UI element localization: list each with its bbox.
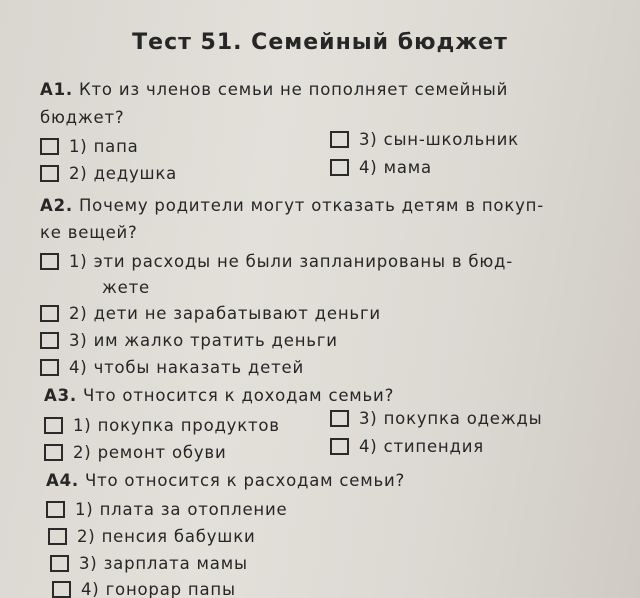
answer-checkbox[interactable] xyxy=(44,417,63,434)
answer-checkbox[interactable] xyxy=(40,359,59,376)
question-a3 xyxy=(44,386,394,405)
option-label: 2) пенсия бабушки xyxy=(77,527,256,546)
question-a4 xyxy=(46,471,405,490)
answer-checkbox[interactable] xyxy=(44,444,63,461)
question-text: Что относится к расходам семьи? xyxy=(84,471,406,490)
answer-checkbox[interactable] xyxy=(40,253,59,270)
option-a1-3[interactable] xyxy=(330,130,519,149)
option-label: 2) ремонт обуви xyxy=(73,443,227,462)
option-a4-1[interactable] xyxy=(46,500,287,519)
answer-checkbox[interactable] xyxy=(46,501,65,518)
option-a2-3[interactable] xyxy=(40,331,338,350)
question-a2-cont: ке вещей? xyxy=(40,223,138,242)
question-text: Кто из членов семьи не пополняет семейный xyxy=(78,80,509,99)
option-label: 1) плата за отопление xyxy=(75,500,288,519)
answer-checkbox[interactable] xyxy=(330,438,349,455)
option-label: 3) им жалко тратить деньги xyxy=(69,331,338,350)
option-label: 1) папа xyxy=(69,137,139,156)
option-a1-2[interactable] xyxy=(40,164,177,183)
option-a2-1-cont: жете xyxy=(102,278,150,297)
option-label: 1) покупка продуктов xyxy=(73,416,280,435)
option-label: 3) покупка одежды xyxy=(359,409,543,428)
answer-checkbox[interactable] xyxy=(40,165,59,182)
option-a4-3[interactable] xyxy=(50,554,248,573)
option-a2-4[interactable] xyxy=(40,358,304,377)
option-a3-3[interactable] xyxy=(330,409,542,428)
option-label: 1) эти расходы не были запланированы в бюд- xyxy=(69,252,514,271)
answer-checkbox[interactable] xyxy=(48,528,67,545)
option-label: 4) мама xyxy=(359,158,432,177)
option-label: 3) сын-школьник xyxy=(359,130,519,149)
answer-checkbox[interactable] xyxy=(52,581,71,598)
question-number: А1. xyxy=(40,80,73,99)
page-title: Тест 51. Семейный бюджет xyxy=(132,30,508,55)
option-label: 4) чтобы наказать детей xyxy=(69,358,304,377)
option-a1-1[interactable] xyxy=(40,137,139,156)
question-text: Что относится к доходам семьи? xyxy=(82,386,395,405)
question-number: А4. xyxy=(46,471,79,490)
option-a1-4[interactable] xyxy=(330,158,432,177)
question-text: Почему родители могут отказать детям в покуп- xyxy=(78,196,545,215)
option-a3-1[interactable] xyxy=(44,416,280,435)
option-a3-2[interactable] xyxy=(44,443,226,462)
question-number: А3. xyxy=(44,386,77,405)
option-label: 2) дети не зарабатывают деньги xyxy=(69,304,381,323)
option-label: 2) дедушка xyxy=(69,164,178,183)
question-a1 xyxy=(40,80,508,99)
option-a2-2[interactable] xyxy=(40,304,381,323)
answer-checkbox[interactable] xyxy=(330,131,349,148)
option-a4-4[interactable] xyxy=(52,580,236,598)
question-a1-cont: бюджет? xyxy=(40,108,125,127)
answer-checkbox[interactable] xyxy=(40,332,59,349)
option-a2-1[interactable] xyxy=(40,252,513,271)
answer-checkbox[interactable] xyxy=(40,305,59,322)
question-a2 xyxy=(40,196,544,215)
option-label: 4) гонорар папы xyxy=(81,580,236,598)
answer-checkbox[interactable] xyxy=(40,138,59,155)
answer-checkbox[interactable] xyxy=(330,410,349,427)
answer-checkbox[interactable] xyxy=(330,159,349,176)
option-a3-4[interactable] xyxy=(330,437,484,456)
option-label: 4) стипендия xyxy=(359,437,484,456)
answer-checkbox[interactable] xyxy=(50,555,69,572)
option-a4-2[interactable] xyxy=(48,527,256,546)
question-number: А2. xyxy=(40,196,73,215)
option-label: 3) зарплата мамы xyxy=(79,554,248,573)
